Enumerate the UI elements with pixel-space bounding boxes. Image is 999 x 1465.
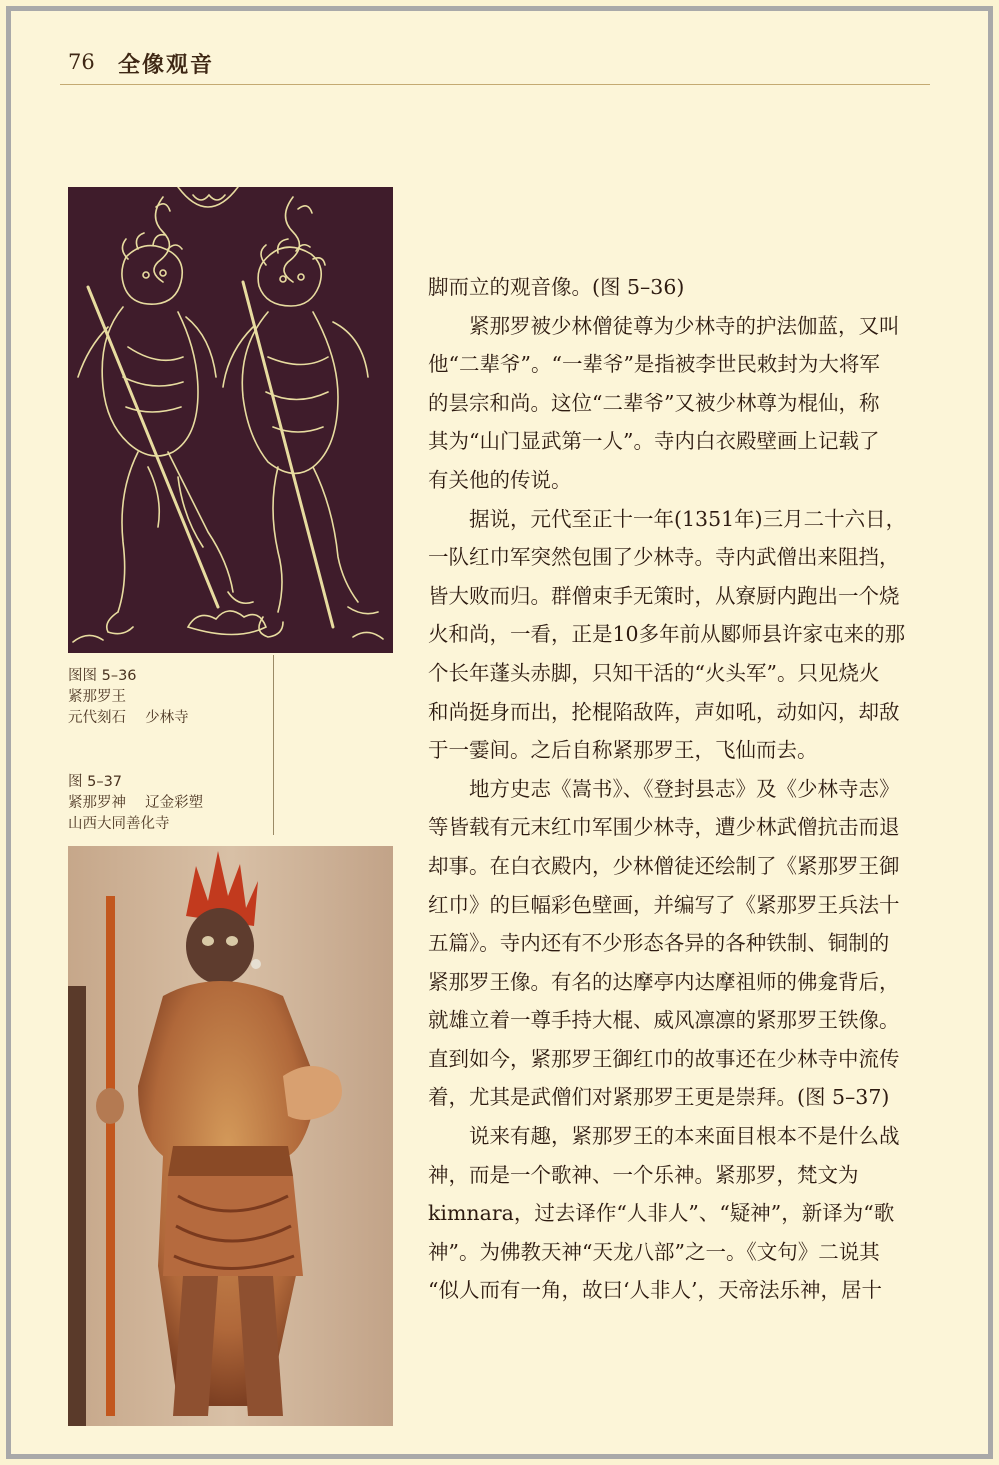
text-line: 有关他的传说。 — [428, 467, 572, 492]
caption-line: 图图 5–36 — [68, 668, 137, 684]
text-line: 就雄立着一尊手持大棍、威风凛凛的紧那罗王铁像。 — [428, 1008, 900, 1033]
text-line: 却事。在白衣殿内，少林僧徒还绘制了《紧那罗王御 — [428, 853, 900, 878]
text-line: 紧那罗被少林僧徒尊为少林寺的护法伽蓝，又叫 — [469, 313, 900, 338]
text-line: 等皆载有元末红巾军围少林寺，遭少林武僧抗击而退 — [428, 815, 900, 840]
text-line: 的昙宗和尚。这位“二辈爷”又被少林尊为棍仙，称 — [428, 390, 880, 415]
paragraph — [428, 500, 933, 770]
statue-photo-drawing — [68, 846, 393, 1426]
caption-figure-5-37 — [68, 772, 268, 835]
figure-5-37-statue-photo — [68, 846, 393, 1426]
text-line: 神，而是一个歌神、一个乐神。紧那罗，梵文为 — [428, 1162, 859, 1187]
text-line: 地方史志《嵩书》、《登封县志》及《少林寺志》 — [469, 776, 900, 801]
paragraph — [428, 770, 933, 1117]
caption-line: 紧那罗王 — [68, 689, 126, 705]
text-line: 个长年蓬头赤脚，只知干活的“火头军”。只见烧火 — [428, 660, 880, 685]
text-line: 神”。为佛教天神“天龙八部”之一。《文句》二说其 — [428, 1239, 880, 1264]
paragraph — [428, 268, 933, 307]
page-number: 76 — [68, 50, 95, 74]
text-line: 一队红巾军突然包围了少林寺。寺内武僧出来阻挡， — [428, 545, 900, 570]
body-text — [428, 268, 933, 1310]
text-line: 紧那罗王像。有名的达摩亭内达摩祖师的佛龛背后， — [428, 969, 900, 994]
caption-line: 图 5–37 — [68, 774, 123, 790]
text-line: 直到如今，紧那罗王御红巾的故事还在少林寺中流传 — [428, 1046, 900, 1071]
paragraph — [428, 1117, 933, 1310]
book-title: 全像观音 — [118, 52, 215, 78]
paragraph — [428, 307, 933, 500]
text-line: 他“二辈爷”。“一辈爷”是指被李世民敕封为大将军 — [428, 352, 880, 377]
text-line: “似人而有一角，故曰‘人非人’，天帝法乐神，居十 — [428, 1278, 883, 1303]
caption-divider — [273, 655, 274, 835]
running-header — [60, 44, 930, 85]
text-line: 于一霎间。之后自称紧那罗王，飞仙而去。 — [428, 738, 818, 763]
text-line: 皆大败而归。群僧束手无策时，从寮厨内跑出一个烧 — [428, 583, 900, 608]
text-line: 红巾》的巨幅彩色壁画，并编写了《紧那罗王兵法十 — [428, 892, 900, 917]
text-line: 据说，元代至正十一年(1351年)三月二十六日， — [469, 506, 907, 531]
text-line: kimnara，过去译作“人非人”、“疑神”，新译为“歌 — [428, 1201, 895, 1226]
text-line: 着，尤其是武僧们对紧那罗王更是崇拜。(图 5–37) — [428, 1085, 890, 1110]
text-line: 火和尚，一看，正是10多年前从郾师县许家屯来的那 — [428, 622, 906, 647]
text-line: 脚而立的观音像。(图 5–36) — [428, 275, 685, 299]
figure-5-36-stone-engraving — [68, 187, 393, 653]
text-line: 和尚挺身而出，抡棍陷敌阵，声如吼，动如闪，却敌 — [428, 699, 900, 724]
text-line: 说来有趣，紧那罗王的本来面目根本不是什么战 — [469, 1124, 900, 1149]
caption-line: 元代刻石 少林寺 — [68, 710, 189, 726]
caption-figure-5-36 — [68, 666, 268, 729]
caption-line: 山西大同善化寺 — [68, 816, 170, 832]
text-line: 五篇》。寺内还有不少形态各异的各种铁制、铜制的 — [428, 931, 890, 956]
engraving-drawing — [68, 187, 393, 653]
text-line: 其为“山门显武第一人”。寺内白衣殿壁画上记载了 — [428, 429, 880, 454]
caption-line: 紧那罗神 辽金彩塑 — [68, 795, 204, 811]
